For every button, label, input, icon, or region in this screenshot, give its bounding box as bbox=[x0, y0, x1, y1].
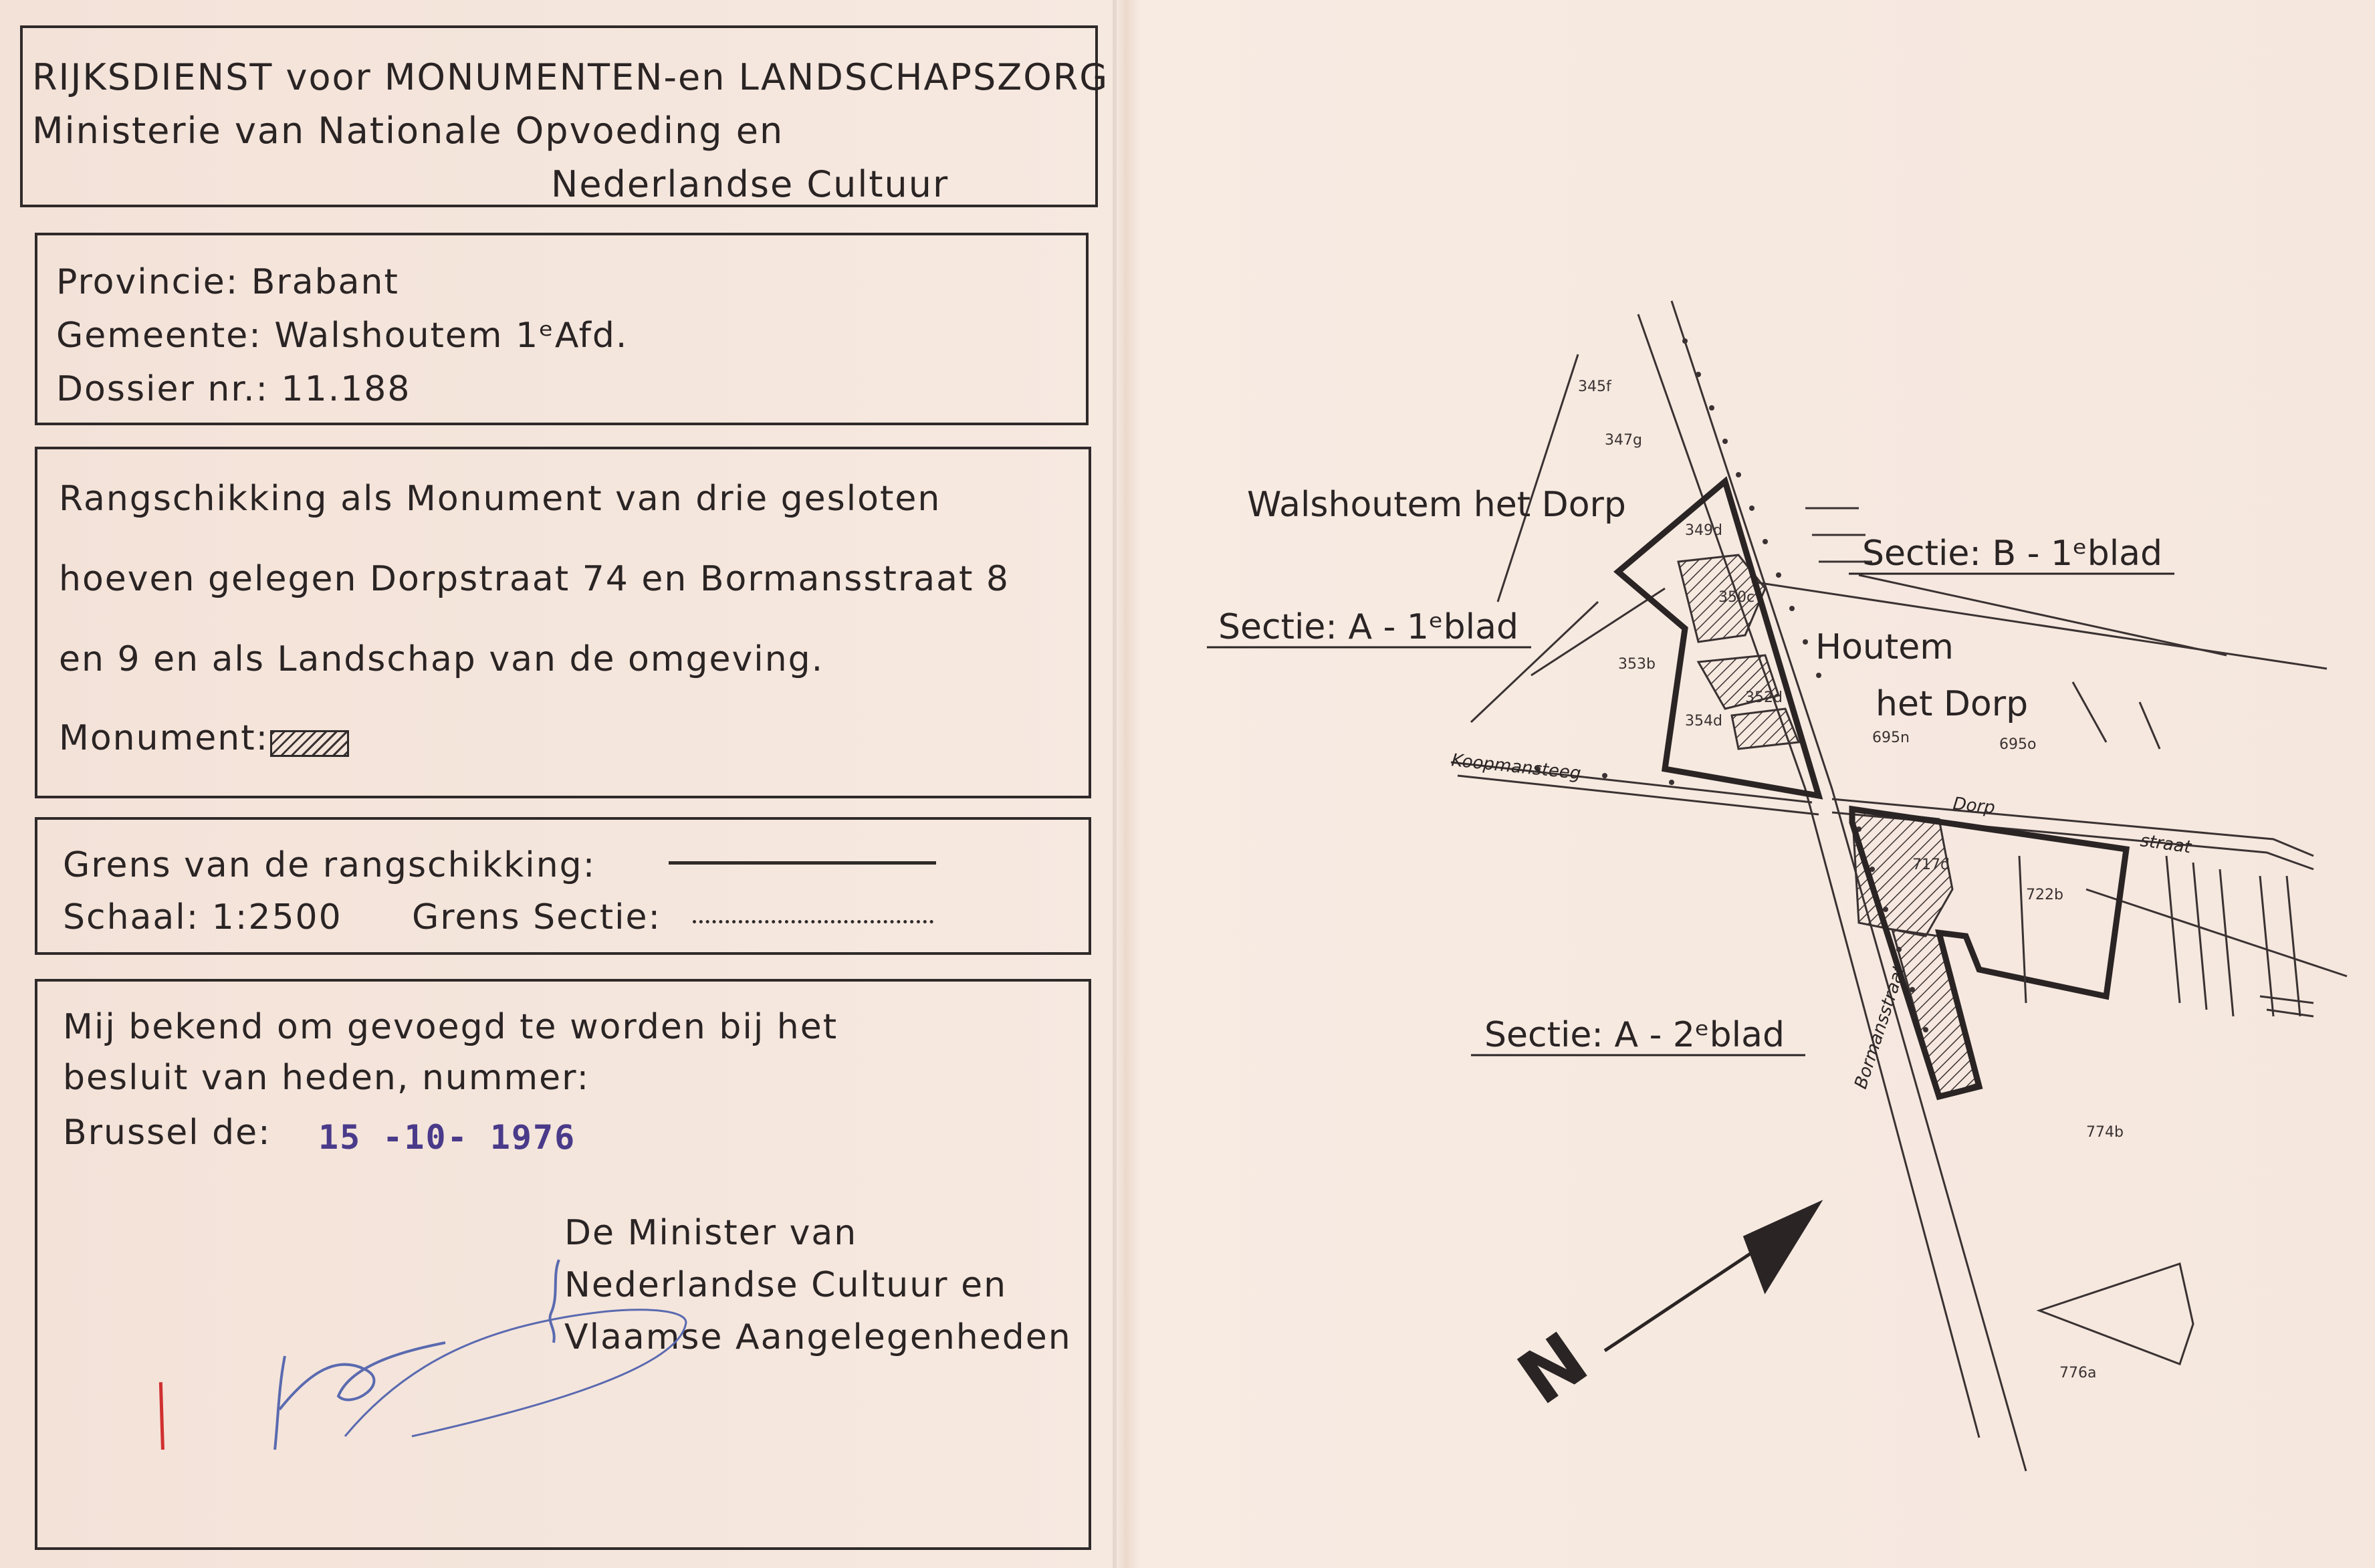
parcel-717d: 717d bbox=[1912, 857, 1950, 873]
header-box bbox=[20, 25, 1109, 207]
gemeente-text: Gemeente: Walshoutem 1ᵉAfd. bbox=[56, 316, 629, 356]
description-line-2: hoeven gelegen Dorpstraat 74 en Bormansstraat 8 bbox=[59, 559, 1010, 599]
parcel-352d: 352d bbox=[1745, 689, 1783, 706]
provincie-text: Provincie: Brabant bbox=[56, 262, 399, 302]
location-box bbox=[35, 233, 1089, 425]
approval-line-2: besluit van heden, nummer: bbox=[63, 1058, 590, 1098]
parcel-695n: 695n bbox=[1872, 730, 1910, 746]
approval-place: Brussel de: bbox=[63, 1113, 271, 1153]
boundary-legend-line bbox=[669, 861, 936, 865]
header-line-1: RIJKSDIENST voor MONUMENTEN-en LANDSCHAPSZORG bbox=[32, 56, 1109, 98]
scale-text: Schaal: 1:2500 bbox=[63, 897, 342, 937]
street-dorp: Dorp bbox=[1952, 794, 1997, 818]
section-boundary-legend-dots bbox=[693, 920, 933, 923]
dossier-text: Dossier nr.: 11.188 bbox=[56, 369, 411, 409]
label-sectie-b1: Sectie: B - 1ᵉblad bbox=[1862, 534, 2163, 574]
parcel-347g: 347g bbox=[1605, 432, 1642, 449]
signature-graphic bbox=[158, 1249, 826, 1450]
monument-legend-label: Monument: bbox=[59, 718, 269, 758]
parcel-345f: 345f bbox=[1578, 378, 1611, 395]
street-koopmansteeg: Koopmansteeg bbox=[1450, 750, 1582, 784]
minister-line-2: Nederlandse Cultuur en bbox=[564, 1265, 1008, 1305]
header-line-2: Ministerie van Nationale Opvoeding en bbox=[32, 110, 784, 152]
parcel-350c: 350c bbox=[1718, 589, 1755, 606]
cadastral-map bbox=[1137, 254, 2367, 1525]
description-line-1: Rangschikking als Monument van drie gesloten bbox=[59, 479, 941, 519]
minister-line-1: De Minister van bbox=[564, 1213, 858, 1253]
parcel-numbers bbox=[1578, 378, 2124, 1381]
section-boundary-legend-label: Grens Sectie: bbox=[412, 897, 662, 937]
street-straat: straat bbox=[2139, 830, 2192, 858]
monument-hatch-swatch bbox=[270, 730, 349, 757]
parcel-349d: 349d bbox=[1685, 522, 1722, 539]
parcel-353b: 353b bbox=[1618, 656, 1656, 673]
description-line-3: en 9 en als Landschap van de omgeving. bbox=[59, 639, 824, 679]
boundary-legend-label: Grens van de rangschikking: bbox=[63, 845, 596, 885]
parcel-774b: 774b bbox=[2086, 1124, 2124, 1141]
parcel-354d: 354d bbox=[1685, 713, 1722, 730]
date-stamp: 15 -10- 1976 bbox=[318, 1118, 576, 1157]
north-label: N bbox=[1503, 1315, 1603, 1422]
label-walshoutem: Walshoutem het Dorp bbox=[1247, 485, 1626, 525]
page-fold bbox=[1113, 0, 1117, 1568]
parcel-722b: 722b bbox=[2026, 887, 2063, 903]
approval-box bbox=[35, 979, 1091, 1550]
label-sectie-a2: Sectie: A - 2ᵉblad bbox=[1484, 1015, 1785, 1055]
parcel-695o: 695o bbox=[1999, 736, 2037, 753]
approval-line-1: Mij bekend om gevoegd te worden bij het bbox=[63, 1007, 838, 1047]
street-bormansstraat: Bormansstraat bbox=[1851, 963, 1910, 1092]
description-box bbox=[35, 447, 1091, 798]
label-houtem: Houtem bbox=[1815, 627, 1954, 667]
minister-line-3: Vlaamse Aangelegenheden bbox=[564, 1317, 1072, 1357]
header-line-3: Nederlandse Cultuur bbox=[551, 163, 949, 205]
label-sectie-a1: Sectie: A - 1ᵉblad bbox=[1218, 607, 1518, 647]
north-arrow bbox=[1605, 1204, 1819, 1351]
legend-box bbox=[35, 817, 1091, 955]
label-het-dorp: het Dorp bbox=[1876, 684, 2029, 724]
parcel-776a: 776a bbox=[2059, 1365, 2097, 1381]
